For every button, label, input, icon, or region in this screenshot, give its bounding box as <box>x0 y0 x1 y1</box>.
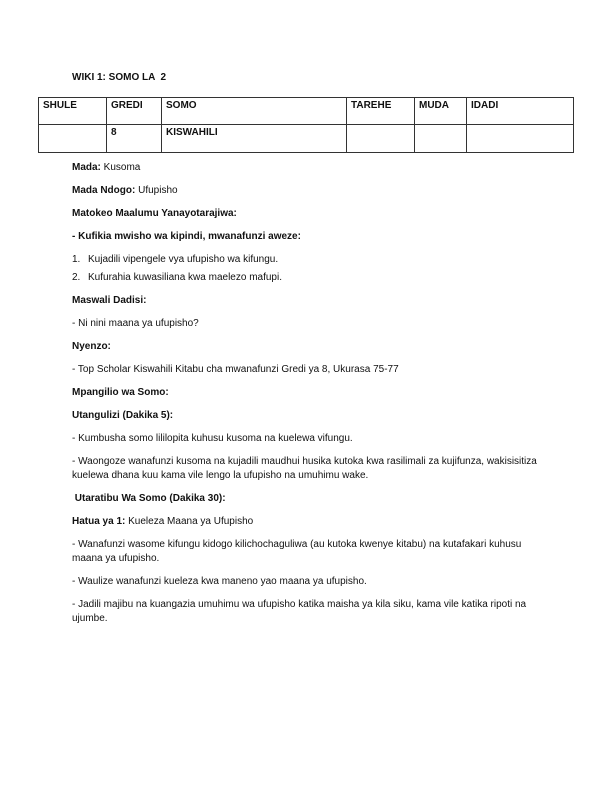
hatua-1-paragraph-2: - Waulize wanafunzi kueleza kwa maneno yao maana ya ufupisho. <box>72 576 367 587</box>
hatua-1-paragraph-1: - Wanafunzi wasome kifungu kidogo kilichochaguliwa (au kutoka kwenye kitabu) na kutafakari kuhusu maana ya ufupisho. <box>72 539 522 564</box>
mada-line <box>72 161 542 175</box>
utaratibu-heading: Utaratibu Wa Somo (Dakika 30): <box>72 493 226 504</box>
hatua-1-label: Hatua ya 1: <box>72 516 126 527</box>
objectives-list <box>72 253 542 285</box>
cell-gredi: 8 <box>107 125 162 153</box>
list-item <box>72 271 542 285</box>
cell-shule <box>39 125 107 153</box>
list-item-number: 1. <box>72 254 81 265</box>
header-idadi: IDADI <box>467 98 574 125</box>
utangulizi-heading: Utangulizi (Dakika 5): <box>72 410 174 421</box>
matokeo-intro: - Kufikia mwisho wa kipindi, mwanafunzi aweze: <box>72 231 301 242</box>
header-muda: MUDA <box>415 98 467 125</box>
mada-label: Mada: <box>72 162 101 173</box>
table-header-row <box>39 98 574 125</box>
mada-ndogo-line <box>72 184 542 198</box>
lesson-content <box>72 161 542 635</box>
mada-value: Kusoma <box>100 162 141 173</box>
cell-tarehe <box>347 125 415 153</box>
header-shule: SHULE <box>39 98 107 125</box>
utangulizi-paragraph-1: - Kumbusha somo lililopita kuhusu kusoma na kuelewa vifungu. <box>72 433 353 444</box>
maswali-item: - Ni nini maana ya ufupisho? <box>72 318 199 329</box>
nyenzo-item: - Top Scholar Kiswahili Kitabu cha mwanafunzi Gredi ya 8, Ukurasa 75-77 <box>72 364 399 375</box>
list-item-text: Kujadili vipengele vya ufupisho wa kifungu. <box>88 254 279 265</box>
lesson-title: WIKI 1: SOMO LA 2 <box>72 72 167 83</box>
cell-somo: KISWAHILI <box>162 125 347 153</box>
nyenzo-heading: Nyenzo: <box>72 341 111 352</box>
mpangilio-heading: Mpangilio wa Somo: <box>72 387 169 398</box>
list-item-text: Kufurahia kuwasiliana kwa maelezo mafupi. <box>88 272 282 283</box>
cell-muda <box>415 125 467 153</box>
mada-ndogo-label: Mada Ndogo: <box>72 185 136 196</box>
header-somo: SOMO <box>162 98 347 125</box>
list-item <box>72 253 542 267</box>
maswali-heading: Maswali Dadisi: <box>72 295 147 306</box>
hatua-1-value: Kueleza Maana ya Ufupisho <box>125 516 254 527</box>
hatua-1-paragraph-3: - Jadili majibu na kuangazia umuhimu wa ufupisho katika maisha ya kila siku, kama vile katika ripoti na ujumbe. <box>72 599 527 624</box>
lesson-info-table <box>38 97 574 153</box>
cell-idadi <box>467 125 574 153</box>
matokeo-heading: Matokeo Maalumu Yanayotarajiwa: <box>72 208 237 219</box>
hatua-1-line <box>72 515 542 529</box>
table-row <box>39 125 574 153</box>
utangulizi-paragraph-2: - Waongoze wanafunzi kusoma na kujadili maudhui husika kutoka kwa rasilimali za kujifunza, wakisisitiza kuelewa dhana kuu kama vile lengo la ufupisho na umuhimu wake. <box>72 456 537 481</box>
header-gredi: GREDI <box>107 98 162 125</box>
mada-ndogo-value: Ufupisho <box>135 185 178 196</box>
header-tarehe: TAREHE <box>347 98 415 125</box>
list-item-number: 2. <box>72 272 81 283</box>
